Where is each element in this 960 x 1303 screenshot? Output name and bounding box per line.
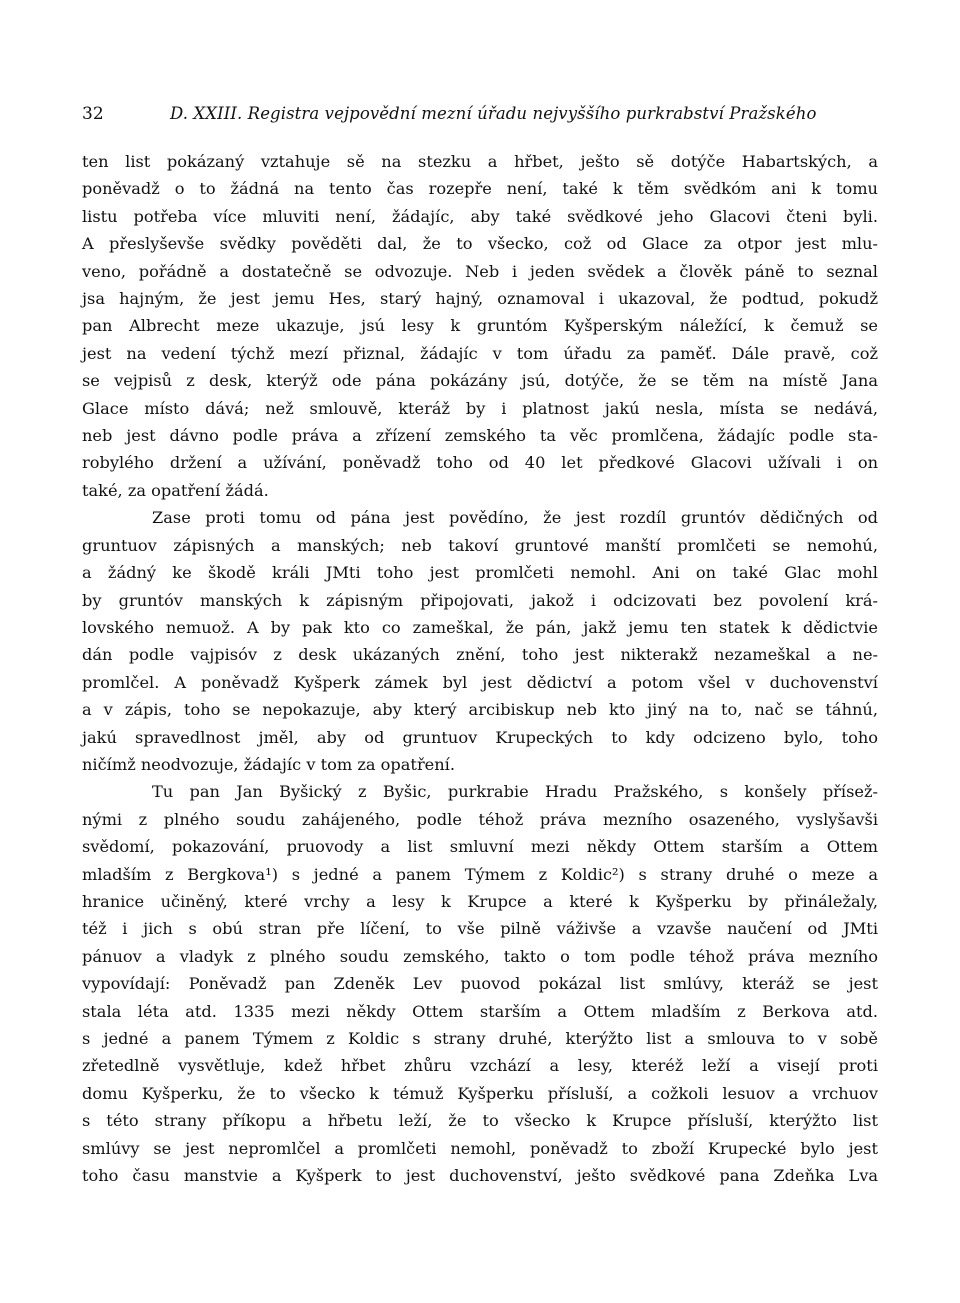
text-line: stala léta atd. 1335 mezi někdy Ottem starším a Ottem mladším z Berkova atd. [82, 1001, 878, 1021]
document-page [82, 100, 878, 1189]
text-line: nými z plného soudu zahájeného, podle téhož práva mezního osazeného, vyslyšavši [82, 809, 878, 829]
text-line: ničímž neodvozuje, žádajíc v tom za opatření. [82, 754, 456, 774]
text-line: se vejpisů z desk, kterýž ode pána pokázány jsú, dotýče, že se těm na místě Jana [82, 371, 878, 391]
text-line: Zase proti tomu od pána jest povědíno, že jest rozdíl gruntóv dědičných od [152, 508, 878, 528]
text-line: s této strany příkopu a hřbetu leží, že to všecko k Krupce přísluší, kterýžto list [82, 1111, 878, 1131]
text-line: mladším z Bergkova¹) s jedné a panem Týmem z Koldic²) s strany druhé o meze a [82, 864, 878, 884]
text-line: svědomí, pokazování, pruovody a list smluvní mezi někdy Ottem starším a Ottem [82, 837, 878, 857]
text-line: by gruntóv manských k zápisným připojovati, jakož i odcizovati bez povolení krá- [82, 590, 878, 610]
text-line: pan Albrecht meze ukazuje, jsú lesy k gruntóm Kyšperským náležící, k čemuž se [82, 316, 878, 336]
text-line: neb jest dávno podle práva a zřízení zemského ta věc promlčena, žádajíc podle sta- [82, 426, 878, 446]
paragraph [82, 778, 878, 1189]
text-line: A přeslyševše svědky pověděti dal, že to všecko, což od Glace za otpor jest mlu- [82, 234, 878, 254]
text-line: robylého držení a užívání, poněvadž toho od 40 let předkové Glacovi užívali i on [82, 453, 878, 473]
text-line: ten list pokázaný vztahuje sě na stezku a hřbet, ješto sě dotýče Habartských, a [82, 152, 878, 171]
text-line: zřetedlně vysvětluje, kdež hřbet zhůru vzchází a lesy, kteréž leží a visejí proti [82, 1056, 878, 1076]
text-line: Glace místo dává; než smlouvě, kteráž by i platnost jakú nesla, místa se nedává, [82, 398, 878, 418]
text-line: hranice učiněný, které vrchy a lesy k Krupce a které k Kyšperku by přináležaly, [82, 891, 878, 911]
text-line: promlčel. A poněvadž Kyšperk zámek byl jest dědictví a potom všel v duchovenství [82, 672, 878, 692]
body-text [82, 148, 878, 1189]
text-line: toho času manstvie a Kyšperk to jest duchovenství, ješto svědkové pana Zdeňka Lva [82, 1166, 878, 1186]
text-line: Tu pan Jan Byšický z Byšic, purkrabie Hradu Pražského, s konšely přísež- [152, 782, 878, 802]
paragraph [82, 148, 878, 504]
paragraph [82, 504, 878, 778]
text-line: a žádný ke škodě králi JMti toho jest promlčeti nemohl. Ani on také Glac mohl [82, 563, 878, 583]
text-line: také, za opatření žádá. [82, 480, 269, 500]
text-line: gruntuov zápisných a manských; neb takoví gruntové manští promlčeti se nemohú, [82, 535, 878, 555]
text-line: a v zápis, toho se nepokazuje, aby který arcibiskup neb kto jiný na to, nač se táhnú, [82, 700, 878, 720]
text-line: jakú spravedlnost jměl, aby od gruntuov Krupeckých to kdy odcizeno bylo, toho [82, 727, 878, 747]
text-line: pánuov a vladyk z plného soudu zemského, takto o tom podle téhož práva mezního [82, 946, 878, 966]
page-number: 32 [82, 104, 104, 124]
text-line: smlúvy se jest nepromlčel a promlčeti nemohl, poněvadž to zboží Krupecké bylo jest [82, 1138, 878, 1158]
text-line: jsa hajným, že jest jemu Hes, starý hajný, oznamoval i ukazoval, že podtud, pokudž [82, 289, 878, 309]
text-line: jest na vedení týchž mezí přiznal, žádajíc v tom úřadu za paměť. Dále pravě, což [82, 343, 878, 363]
text-line: listu potřeba více mluviti není, žádajíc, aby také svědkové jeho Glacovi čteni byli. [82, 206, 878, 226]
text-line: vypovídají: Poněvadž pan Zdeněk Lev puovod pokázal list smlúvy, kteráž se jest [82, 974, 878, 994]
text-line: s jedné a panem Týmem z Koldic s strany druhé, kterýžto list a smlouva to v sobě [82, 1029, 878, 1048]
text-line: též i jich s obú stran pře líčení, to vše pilně váživše a vzavše naučení od JMti [82, 919, 878, 939]
text-line: poněvadž o to žádná na tento čas rozepře není, také k těm svědkóm ani k tomu [82, 179, 878, 199]
text-line: lovského nemuož. A by pak kto co zameškal, že pán, jakž jemu ten statek k dědictvie [82, 617, 878, 637]
running-title: D. XXIII. Registra vejpovědní mezní úřadu nejvyššího purkrabství Pražského [170, 104, 817, 123]
running-header [82, 100, 878, 130]
text-line: domu Kyšperku, že to všecko k témuž Kyšperku přísluší, a cožkoli lesuov a vrchuov [82, 1083, 878, 1103]
text-line: dán podle vajpisóv z desk ukázaných znění, toho jest nikterakž nezameškal a ne- [82, 645, 878, 665]
text-line: veno, pořádně a dostatečně se odvozuje. Neb i jeden svědek a člověk páně to seznal [82, 261, 878, 281]
